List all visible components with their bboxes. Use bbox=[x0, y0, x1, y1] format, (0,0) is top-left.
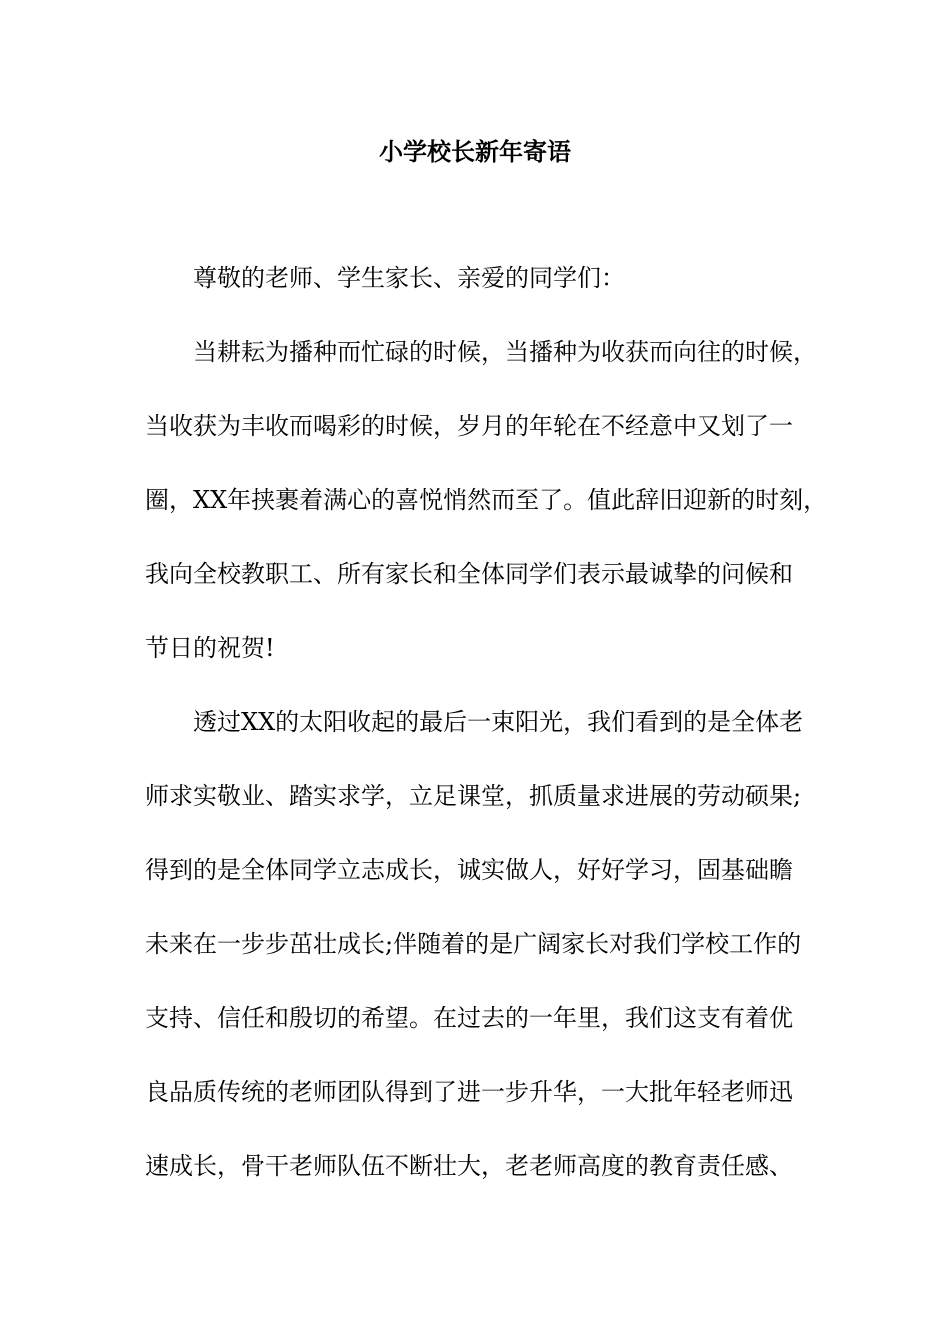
body-line: 得到的是全体同学立志成长，诚实做人，好好学习，固基础瞻 bbox=[145, 856, 793, 884]
salutation-line: 尊敬的老师、学生家长、亲爱的同学们： bbox=[193, 264, 625, 292]
body-line: 圈，XX年挟裹着满心的喜悦悄然而至了。值此辞旧迎新的时刻， bbox=[145, 486, 828, 514]
body-line: 透过XX的太阳收起的最后一束阳光，我们看到的是全体老 bbox=[193, 708, 804, 736]
body-line: 未来在一步步茁壮成长;伴随着的是广阔家长对我们学校工作的 bbox=[145, 930, 802, 958]
body-line: 良品质传统的老师团队得到了进一步升华，一大批年轻老师迅 bbox=[145, 1078, 793, 1106]
body-line: 速成长，骨干老师队伍不断壮大，老老师高度的教育责任感、 bbox=[145, 1152, 793, 1180]
body-line: 节日的祝贺! bbox=[145, 634, 275, 662]
body-line: 当耕耘为播种而忙碌的时候，当播种为收获而向往的时候， bbox=[193, 338, 817, 366]
document-title: 小学校长新年寄语 bbox=[379, 137, 571, 166]
body-line: 师求实敬业、踏实求学，立足课堂，抓质量求进展的劳动硕果; bbox=[145, 782, 802, 810]
body-line: 我向全校教职工、所有家长和全体同学们表示最诚挚的问候和 bbox=[145, 560, 793, 588]
body-line: 支持、信任和殷切的希望。在过去的一年里，我们这支有着优 bbox=[145, 1004, 793, 1032]
body-line: 当收获为丰收而喝彩的时候，岁月的年轮在不经意中又划了一 bbox=[145, 412, 793, 440]
